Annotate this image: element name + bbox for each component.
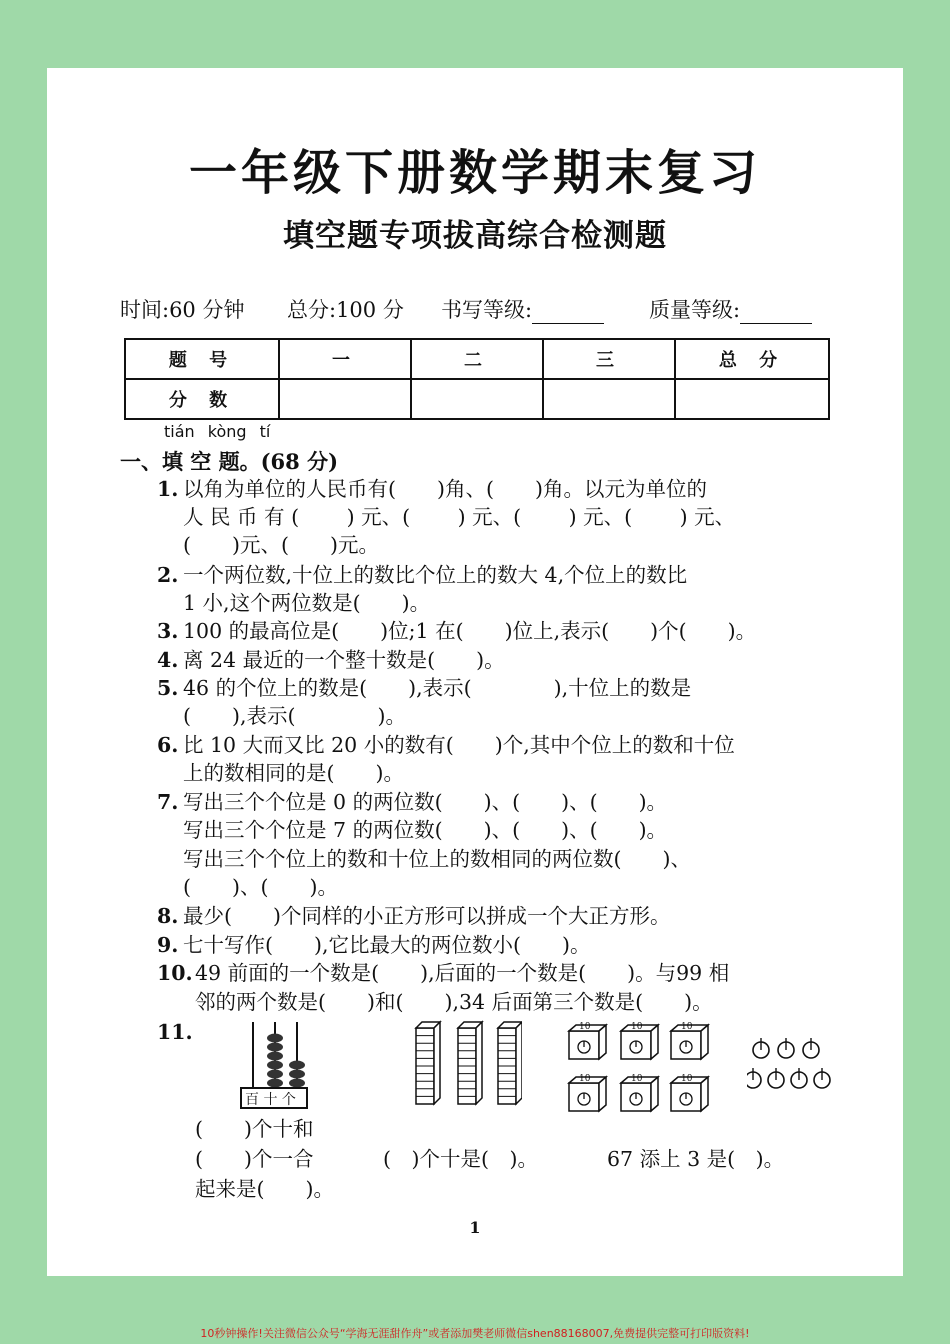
q7-line-1: 写出三个个位是 0 的两位数( )、( )、( )。 [183, 790, 668, 814]
score-table-header-row [125, 339, 829, 379]
info-writing-label: 书写等级: [441, 298, 533, 322]
header-part-3: 三 [543, 339, 675, 379]
q5-line-2: ( ),表示( )。 [183, 704, 407, 728]
abacus-label: 百 十 个 [245, 1092, 296, 1108]
q5-number: 5. [157, 676, 179, 700]
q11-answer-4: ( )个十是( )。 [383, 1147, 538, 1171]
header-part-2: 二 [411, 339, 543, 379]
q10-line-1: 49 前面的一个数是( ),后面的一个数是( )。与99 相 [195, 961, 730, 985]
box-label-4: 10 [579, 1074, 591, 1084]
info-time: 时间:60 分钟 [120, 298, 245, 322]
box-label-5: 10 [631, 1074, 643, 1084]
q6-line-2: 上的数相同的是( )。 [183, 761, 404, 785]
q11-number: 11. [157, 1020, 193, 1044]
q11-answer-5: 67 添上 3 是( )。 [607, 1147, 785, 1171]
q7-line-2: 写出三个个位是 7 的两位数( )、( )、( )。 [183, 818, 668, 842]
q6-line-1: 比 10 大而又比 20 小的数有( )个,其中个位上的数和十位 [183, 733, 735, 757]
quality-blank[interactable] [740, 303, 812, 324]
info-writing [441, 294, 604, 324]
ten-boxes-figure [567, 1023, 717, 1113]
header-question-no: 题 号 [125, 339, 279, 379]
q11-answer-3: 起来是( )。 [195, 1177, 334, 1201]
q3-line-1: 100 的最高位是( )位;1 在( )位上,表示( )个( )。 [183, 619, 757, 643]
q2-line-2: 1 小,这个两位数是( )。 [183, 591, 431, 615]
box-label-6: 10 [681, 1074, 693, 1084]
q9-line-1: 七十写作( ),它比最大的两位数小( )。 [183, 933, 591, 957]
q1-number: 1. [157, 477, 179, 501]
score-cell-1[interactable] [279, 379, 411, 419]
page-title: 一年级下册数学期末复习 [188, 145, 761, 201]
score-cell-3[interactable] [543, 379, 675, 419]
q5-line-1: 46 的个位上的数是( ),表示( ),十位上的数是 [183, 676, 692, 700]
q1-line-3: ( )元、( )元。 [183, 533, 379, 557]
ten-boxes-drawing [567, 1023, 717, 1113]
q11-answer-1: ( )个十和 [195, 1117, 314, 1141]
score-cell-2[interactable] [411, 379, 543, 419]
q4-line-1: 离 24 最近的一个整十数是( )。 [183, 648, 505, 672]
counters-figure [747, 1036, 837, 1094]
score-table-score-row [125, 379, 829, 419]
section-title: 一、填 空 题。(68 分) [120, 449, 339, 474]
box-label-2: 10 [631, 1022, 643, 1032]
page-subtitle: 填空题专项拔高综合检测题 [283, 218, 667, 254]
q1-line-2: 人 民 币 有 ( ) 元、( ) 元、( ) 元、( ) 元、 [183, 505, 736, 529]
worksheet-page [47, 68, 903, 1276]
q4-number: 4. [157, 648, 179, 672]
info-quality [649, 294, 812, 324]
score-table [124, 338, 830, 420]
writing-blank[interactable] [532, 303, 604, 324]
box-label-3: 10 [681, 1022, 693, 1032]
q10-line-2: 邻的两个数是( )和( ),34 后面第三个数是( )。 [195, 990, 713, 1014]
header-total: 总 分 [675, 339, 829, 379]
q1-line-1: 以角为单位的人民币有( )角、( )角。以元为单位的 [183, 477, 707, 501]
q2-line-1: 一个两位数,十位上的数比个位上的数大 4,个位上的数比 [183, 563, 688, 587]
page-number: 1 [469, 1218, 481, 1237]
q7-line-3: 写出三个个位上的数和十位上的数相同的两位数( )、 [183, 847, 691, 871]
box-label-1: 10 [579, 1022, 591, 1032]
info-total: 总分:100 分 [287, 298, 404, 322]
footer-promo-text: 10秒钟操作!关注微信公众号“学海无涯甜作舟”或者添加樊老师微信shen88168007,免费提供完整可打印版资料! [200, 1327, 750, 1340]
q8-line-1: 最少( )个同样的小正方形可以拼成一个大正方形。 [183, 904, 671, 928]
q7-line-4: ( )、( )。 [183, 875, 338, 899]
q11-answer-2: ( )个一合 [195, 1147, 314, 1171]
q7-number: 7. [157, 790, 179, 814]
q3-number: 3. [157, 619, 179, 643]
score-label: 分 数 [125, 379, 279, 419]
score-cell-total[interactable] [675, 379, 829, 419]
q9-number: 9. [157, 933, 179, 957]
q10-number: 10. [157, 961, 193, 985]
info-quality-label: 质量等级: [649, 298, 741, 322]
section-pinyin: tián kòng tí [164, 422, 271, 441]
q2-number: 2. [157, 563, 179, 587]
header-part-1: 一 [279, 339, 411, 379]
ten-rods-figure [412, 1020, 522, 1106]
q8-number: 8. [157, 904, 179, 928]
q6-number: 6. [157, 733, 179, 757]
